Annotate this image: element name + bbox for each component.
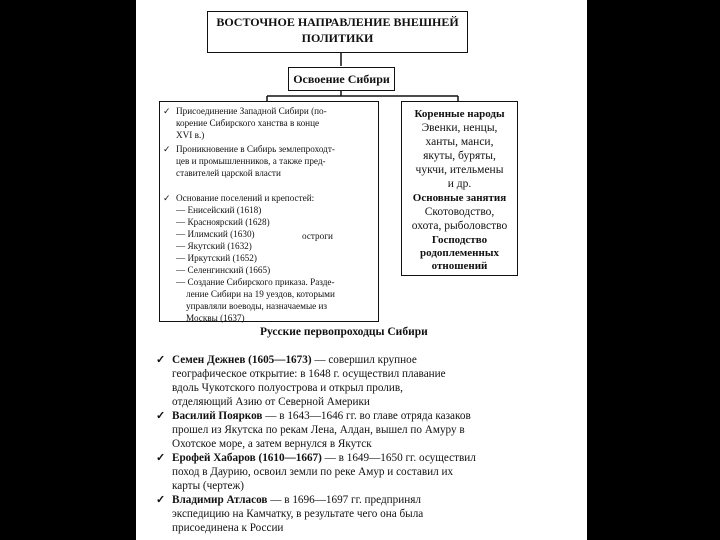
pioneer3-line3: карты (чертеж) xyxy=(172,480,244,492)
item3-head: Основание поселений и крепостей: xyxy=(176,193,315,203)
pioneer1-line4: отделяющий Азию от Северной Америки xyxy=(172,396,370,408)
main-title-line1: ВОСТОЧНОЕ НАПРАВЛЕНИЕ ВНЕШНЕЙ xyxy=(216,15,459,29)
peoples-line5: и др. xyxy=(447,178,472,190)
occupations-line1: Скотоводство, xyxy=(424,206,495,218)
check-mark-1: ✓ xyxy=(163,106,171,116)
pioneer4-line2: экспедицию на Камчатку, в результате чего она была xyxy=(172,508,424,520)
main-title-box xyxy=(207,11,468,53)
fort-ilimsk: — Илимский (1630) xyxy=(176,229,255,239)
pioneer2-line3: Охотское море, а затем вернулся в Якутск xyxy=(172,438,372,450)
peoples-line4: чукчи, ительмены xyxy=(415,164,504,176)
prikaz-line3: управляли воеводы, назначаемые из xyxy=(186,301,328,311)
pioneers-title: Русские первопроходцы Сибири xyxy=(260,326,428,338)
pioneer2-line2: прошел из Якутска по рекам Лена, Алдан, вышел по Амуру в xyxy=(172,424,465,436)
pioneer3-line2: поход в Даурию, освоил земли по реке Амур и составил их xyxy=(172,466,454,478)
main-title-line2: ПОЛИТИКИ xyxy=(301,31,374,45)
siberia-box: Освоение Сибири xyxy=(288,67,395,91)
left-list-box xyxy=(159,101,379,322)
pioneer4-line1: Владимир Атласов — в 1696—1697 гг. предпринял xyxy=(172,494,421,506)
item2-line1: Проникновение в Сибирь землепроходт- xyxy=(176,144,335,154)
pioneer4-check-icon: ✓ xyxy=(156,494,166,506)
peoples-line2: ханты, манси, xyxy=(425,136,494,148)
relations-line1: Господство xyxy=(431,234,488,246)
pioneer3-line1: Ерофей Хабаров (1610—1667) — в 1649—1650 гг. осуществил xyxy=(172,452,476,464)
item1-line2: корение Сибирского ханства в конце xyxy=(176,118,320,128)
pioneer4-line3: присоединена к России xyxy=(172,522,284,534)
pioneer1-check-icon: ✓ xyxy=(156,354,166,366)
item2-line2: цев и промышленников, а также пред- xyxy=(176,156,326,166)
prikaz-line2: ление Сибири на 19 уездов, которыми xyxy=(186,289,335,299)
pioneer2-check-icon: ✓ xyxy=(156,410,166,422)
occupations-line2: охота, рыболовство xyxy=(411,220,508,232)
forts-label: остроги xyxy=(302,231,333,241)
item1-line1: Присоединение Западной Сибири (по- xyxy=(176,106,327,116)
fort-yeniseysk: — Енисейский (1618) xyxy=(176,205,262,215)
item2-line3: ставителей царской власти xyxy=(176,168,281,178)
pioneer1-line1: Семен Дежнев (1605—1673) — совершил крупное xyxy=(172,354,417,366)
fort-krasnoyarsk: — Красноярский (1628) xyxy=(176,217,270,227)
check-mark-3: ✓ xyxy=(163,193,171,203)
item1-line3: XVI в.) xyxy=(176,130,205,140)
prikaz-line1: — Создание Сибирского приказа. Разде- xyxy=(176,277,335,287)
pioneer1-line3: вдоль Чукотского полуострова и открыл пролив, xyxy=(172,382,403,394)
relations-line3: отношений xyxy=(431,260,488,272)
relations-line2: родоплеменных xyxy=(420,247,499,259)
pioneer3-check-icon: ✓ xyxy=(156,452,166,464)
peoples-line1: Эвенки, ненцы, xyxy=(421,122,498,134)
pioneer1-line2: географическое открытие: в 1648 г. осуществил плавание xyxy=(172,368,446,380)
occupations-title: Основные занятия xyxy=(412,192,507,204)
prikaz-line4: Москвы (1637) xyxy=(186,313,245,323)
peoples-line3: якуты, буряты, xyxy=(423,150,496,162)
check-mark-2: ✓ xyxy=(163,144,171,154)
slide-page xyxy=(136,0,587,540)
fort-yakutsk: — Якутский (1632) xyxy=(176,241,252,251)
right-info-box xyxy=(401,101,518,276)
fort-selenginsk: — Селенгинский (1665) xyxy=(176,265,271,275)
peoples-title: Коренные народы xyxy=(414,108,505,120)
fort-irkutsk: — Иркутский (1652) xyxy=(176,253,257,263)
pioneer2-line1: Василий Поярков — в 1643—1646 гг. во главе отряда казаков xyxy=(172,410,471,422)
